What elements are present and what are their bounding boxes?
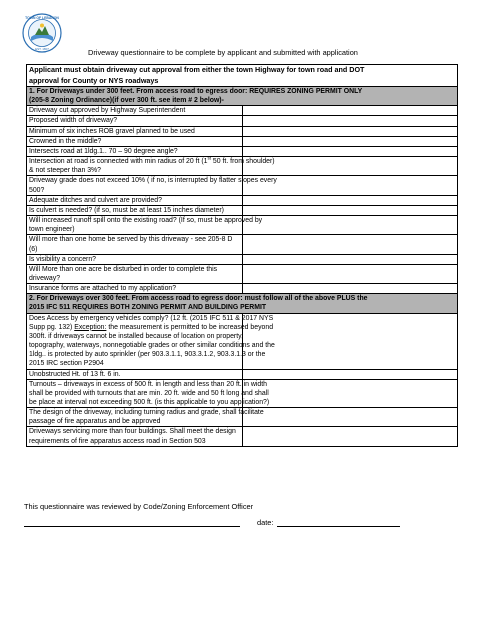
answer-cell[interactable] bbox=[242, 254, 458, 264]
answer-cell[interactable] bbox=[242, 264, 458, 283]
intro-text: Driveway questionnaire to be complete by applicant and submitted with application bbox=[88, 48, 358, 57]
table-row bbox=[27, 235, 458, 254]
svg-text:TOWN OF LEBANON: TOWN OF LEBANON bbox=[25, 16, 59, 21]
answer-cell[interactable] bbox=[242, 408, 458, 427]
table-row bbox=[27, 216, 458, 235]
question-cell: Will increased runoff spill onto the existing road? (If so, must be approved by town engineer) bbox=[27, 216, 243, 235]
question-cell: The design of the driveway, including turning radius and grade, shall facilitate passage of fire apparatus and be approved bbox=[27, 408, 243, 427]
question-cell: Driveway grade does not exceed 10% ( if no, is interrupted by flatter slopes every 500? bbox=[27, 176, 243, 195]
question-cell: Proposed width of driveway? bbox=[27, 116, 243, 126]
question-cell: Intersects road at 1ldg.1.. 70 – 90 degree angle? bbox=[27, 146, 243, 156]
question-cell: Adequate ditches and culvert are provided? bbox=[27, 195, 243, 205]
table-row bbox=[27, 427, 458, 446]
answer-cell[interactable] bbox=[242, 216, 458, 235]
answer-cell[interactable] bbox=[242, 195, 458, 205]
question-cell: Will More than one acre be disturbed in order to complete this driveway? bbox=[27, 264, 243, 283]
question-cell: Driveway cut approved by Highway Superintendent bbox=[27, 106, 243, 116]
answer-cell[interactable] bbox=[242, 116, 458, 126]
table-row bbox=[27, 313, 458, 369]
table-row bbox=[27, 106, 458, 116]
date-label: date: bbox=[257, 518, 274, 527]
table-row bbox=[27, 126, 458, 136]
table-row bbox=[27, 136, 458, 146]
answer-cell[interactable] bbox=[242, 126, 458, 136]
table-heading-row bbox=[27, 65, 458, 87]
table-row bbox=[27, 254, 458, 264]
table-row bbox=[27, 264, 458, 283]
table-row bbox=[27, 146, 458, 156]
table-row bbox=[27, 369, 458, 379]
answer-cell[interactable] bbox=[242, 106, 458, 116]
approval-heading: Applicant must obtain driveway cut approval from either the town Highway for town road and DOT approval for County or NYS roadways bbox=[27, 65, 458, 87]
svg-text:EST. 1807: EST. 1807 bbox=[35, 47, 49, 51]
question-cell: Crowned in the middle? bbox=[27, 136, 243, 146]
table-row bbox=[27, 157, 458, 176]
question-cell: Is visibility a concern? bbox=[27, 254, 243, 264]
exception-label: Exception: bbox=[74, 323, 107, 331]
answer-cell[interactable] bbox=[242, 284, 458, 294]
question-cell: Intersection at road is connected with min radius of 20 ft (1st 50 ft. from shoulder) & not steeper than 3%? bbox=[27, 157, 243, 176]
town-seal-logo bbox=[22, 13, 62, 53]
table-row bbox=[27, 205, 458, 215]
table-row bbox=[27, 379, 458, 407]
question-cell: Minimum of six inches ROB gravel planned to be used bbox=[27, 126, 243, 136]
review-note: This questionnaire was reviewed by Code/Zoning Enforcement Officer bbox=[24, 502, 254, 511]
question-cell: Turnouts – driveways in excess of 500 ft. in length and less than 20 ft. in width shall be provided with turnouts that are min. 20 ft. wide and 50 ft long and shall be place at interval not exceeding 500 ft. (is this applicable to you application?) bbox=[27, 379, 243, 407]
table-row bbox=[27, 176, 458, 195]
table-row bbox=[27, 195, 458, 205]
answer-cell[interactable] bbox=[242, 146, 458, 156]
answer-cell[interactable] bbox=[242, 205, 458, 215]
table-row bbox=[27, 116, 458, 126]
table-row bbox=[27, 408, 458, 427]
section-2-header: 2. For Driveways over 300 feet. From access road to egress door: must follow all of the above PLUS the 2015 IFC 511 REQUIRES BOTH ZONING PERMIT AND BUILDING PERMIT bbox=[27, 294, 458, 313]
officer-signature-line[interactable] bbox=[24, 526, 240, 527]
question-cell: Will more than one home be served by this driveway - see 205-8 D (6) bbox=[27, 235, 243, 254]
table-row bbox=[27, 284, 458, 294]
answer-cell[interactable] bbox=[242, 369, 458, 379]
section-1-header: 1. For Driveways under 300 feet. From access road to egress door: REQUIRES ZONING PERMIT ONLY (205-8 Zoning Ordinance)(if over 300 ft. see item # 2 below)- bbox=[27, 87, 458, 106]
answer-cell[interactable] bbox=[242, 427, 458, 446]
date-line[interactable] bbox=[277, 526, 400, 527]
questionnaire-table bbox=[26, 64, 458, 447]
question-cell: Is culvert is needed? (if so, must be at least 15 inches diameter) bbox=[27, 205, 243, 215]
question-cell: Insurance forms are attached to my application? bbox=[27, 284, 243, 294]
question-cell: Unobstructed Ht. of 13 ft. 6 in. bbox=[27, 369, 243, 379]
question-cell: Driveways servicing more than four buildings. Shall meet the design requirements of fire apparatus access road in Section 503 bbox=[27, 427, 243, 446]
question-cell: Does Access by emergency vehicles comply? (12 ft. (2015 IFC 511 & 2017 NYS Supp pg. 132) Exception: the measurement is permitted to be increased beyond 300ft. if driveways cannot be installed because of location on property, topography, waterways, nonnegotiable grades or other similar conditions and the 1ldg.. is protected by auto sprinkler (per 903.3.1.1, 903.3.1.2, 903.3.1.3 or the 2015 IRC section P2904 bbox=[27, 313, 243, 369]
answer-cell[interactable] bbox=[242, 136, 458, 146]
answer-cell[interactable] bbox=[242, 235, 458, 254]
answer-cell[interactable] bbox=[242, 379, 458, 407]
